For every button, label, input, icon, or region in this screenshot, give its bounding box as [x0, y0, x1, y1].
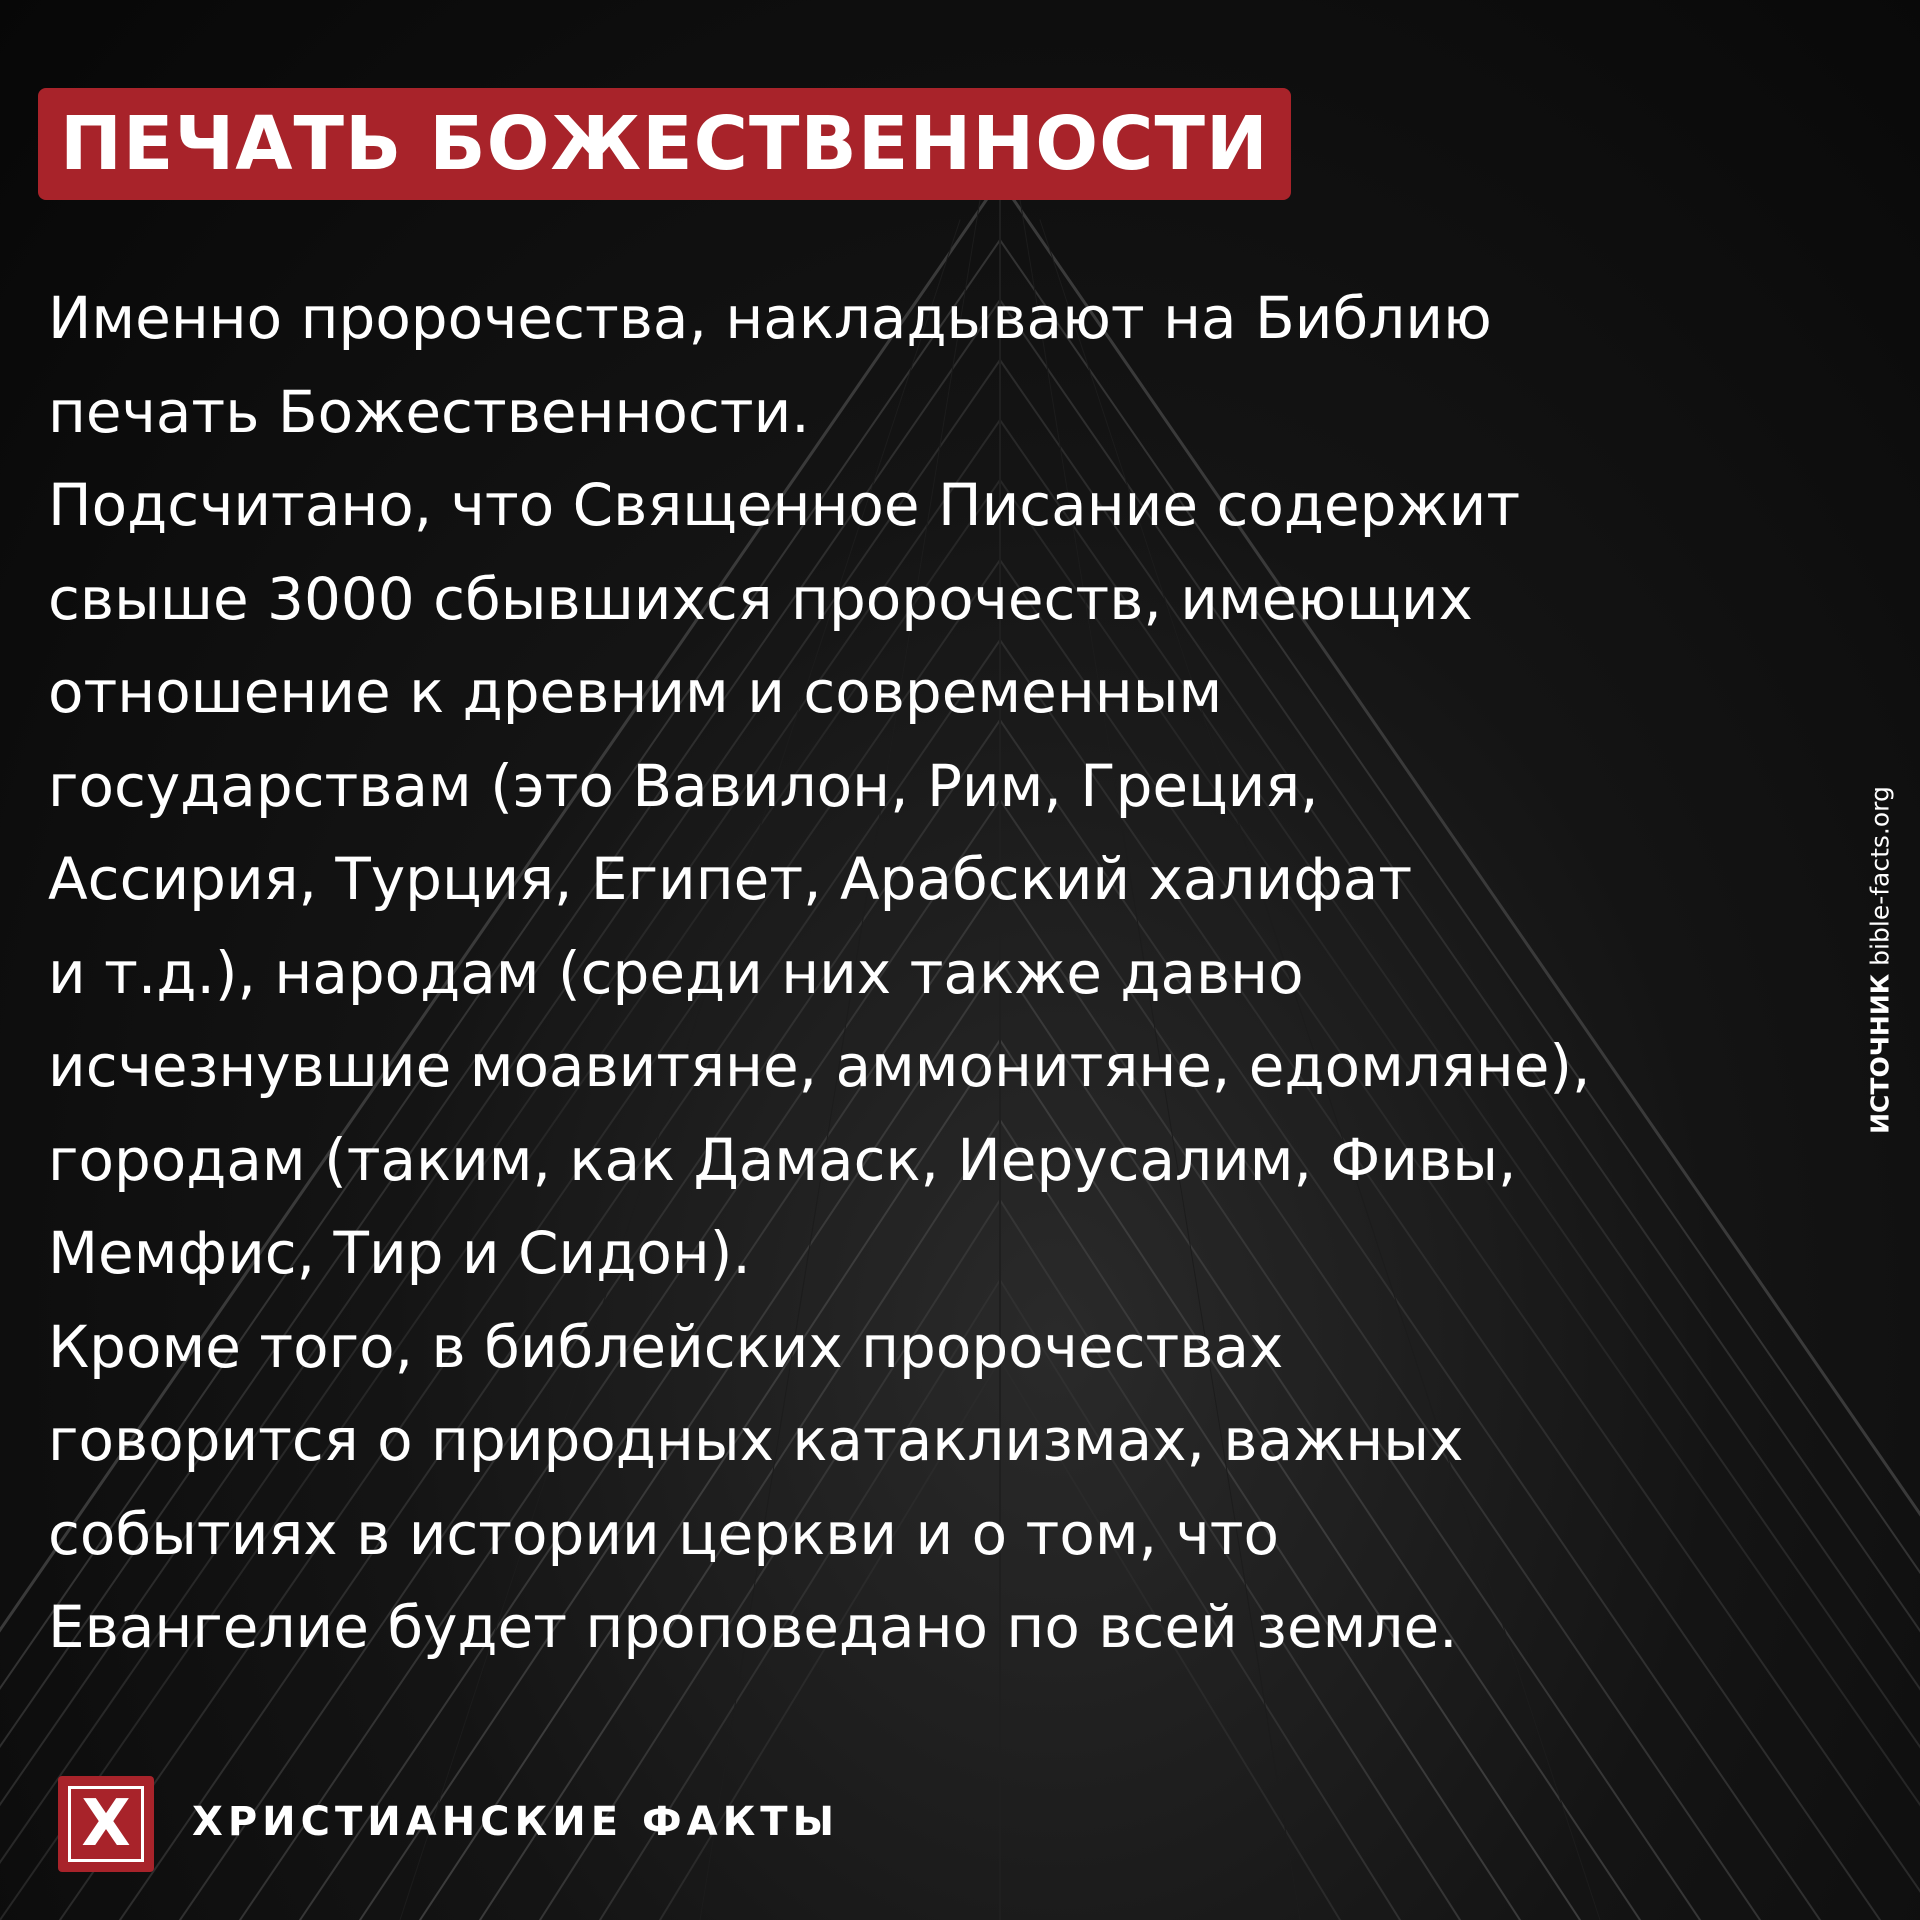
body-line: Кроме того, в библейских пророчествах: [48, 1312, 1284, 1381]
logo-letter: X: [81, 1787, 131, 1861]
body-line: говорится о природных катаклизмах, важных: [48, 1406, 1464, 1474]
body-line: Подсчитано, что Священное Писание содержит: [48, 471, 1521, 539]
body-line: государствам (это Вавилон, Рим, Греция,: [48, 751, 1319, 820]
body-line: Мемфис, Тир и Сидон).: [48, 1219, 751, 1287]
source-site: bible-facts.org: [1865, 786, 1895, 966]
body-line: событиях в истории церкви и о том, что: [48, 1499, 1279, 1568]
body-line: городам (таким, как Дамаск, Иерусалим, Фивы,: [48, 1125, 1517, 1194]
body-text: [48, 272, 1808, 1675]
title-banner: [38, 88, 1291, 200]
page-title: ПЕЧАТЬ БОЖЕСТВЕННОСТИ: [60, 101, 1269, 187]
body-line: свыше 3000 сбывшихся пророчеств, имеющих: [48, 564, 1473, 633]
body-line: Евангелие будет проповедано по всей земле.: [48, 1593, 1458, 1661]
body-line: печать Божественности.: [48, 377, 810, 446]
brand-logo: [58, 1776, 154, 1872]
body-line: Ассирия, Турция, Египет, Арабский халифат: [48, 845, 1413, 913]
source-credit: [1865, 786, 1895, 1134]
body-line: исчезнувшие моавитяне, аммонитяне, едомляне),: [48, 1032, 1591, 1100]
brand-name: ХРИСТИАНСКИЕ ФАКТЫ: [192, 1799, 840, 1845]
source-label: ИСТОЧНИК: [1865, 973, 1895, 1134]
body-line: Именно пророчества, накладывают на Библию: [48, 284, 1492, 352]
body-line: отношение к древним и современным: [48, 658, 1223, 726]
body-line: и т.д.), народам (среди них также давно: [48, 938, 1304, 1007]
